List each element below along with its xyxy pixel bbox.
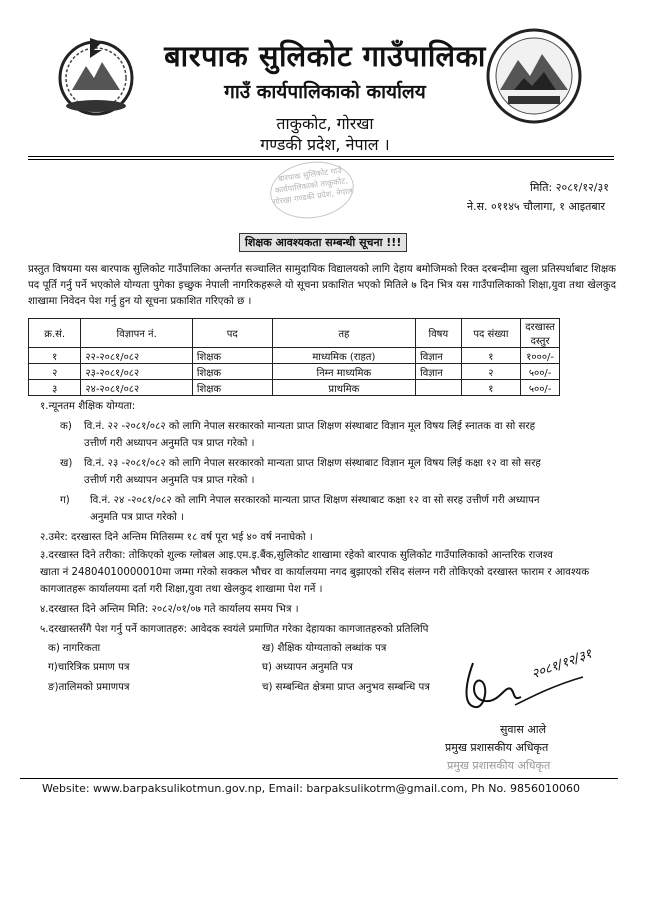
address-line-2: गण्डकी प्रदेश, नेपाल ।: [260, 135, 390, 154]
col-fee: दरखास्त दस्तुर: [521, 319, 560, 348]
col-level: तह: [272, 319, 416, 348]
cell-fee: ५००/-: [521, 364, 560, 380]
cell-advertisement-no: २३-२०८१/०८२: [81, 364, 192, 380]
cell-post-count: १: [461, 348, 521, 364]
cell-subject: विज्ञान: [416, 348, 461, 364]
cell-post: शिक्षक: [192, 380, 272, 396]
document-item: च) सम्बन्धित क्षेत्रमा प्राप्त अनुभव सम्बन्धि पत्र: [262, 682, 430, 693]
cell-subject: [416, 380, 461, 396]
date-line: मिति: २०८१/१२/३१: [530, 181, 609, 194]
deadline: ४.दरखास्त दिने अन्तिम मिति: २०८२/०१/०७ गते कार्यालय समय भित्र ।: [40, 604, 299, 615]
cell-serial: १: [29, 348, 81, 364]
application-method-line1: ३.दरखास्त दिने तरीका: तोकिएको शुल्क ग्लोबल आइ.एम.इ.बैंक,सुलिकोट शाखामा रहेको बारपाक सुलिकोट गाउँपालिकाको आन्तरिक राजश्व: [40, 550, 553, 561]
application-method-line2: खाता नं 24804010000010मा जम्मा गरेको सक्कल भौचर वा कार्यालयमा नगद बुझाएको रसिद संलग्न गरी तोकिएको दरखास्त फाराम र आवश्यक: [40, 567, 590, 578]
document-item: ङ)तालिमको प्रमाणपत्र: [48, 682, 130, 693]
cell-post-count: १: [461, 380, 521, 396]
col-subject: विषय: [416, 319, 461, 348]
cell-subject: विज्ञान: [416, 364, 461, 380]
col-serial: क्र.सं.: [29, 319, 81, 348]
qualification-a-line1: वि.नं. २२ -२०८१/०८२ को लागि नेपाल सरकारको मान्यता प्राप्त शिक्षण संस्थाबाट विज्ञान मूल विषय लिई स्नातक वा सो सरह: [84, 421, 535, 432]
qualification-b-line2: उत्तीर्ण गरी अध्यापन अनुमति पत्र प्राप्त गरेको ।: [84, 475, 255, 486]
nepal-government-emblem: [50, 28, 142, 120]
address-line-1: ताकुकोट, गोरखा: [276, 114, 374, 133]
col-post-count: पद संख्या: [461, 319, 521, 348]
cell-post: शिक्षक: [192, 348, 272, 364]
vacancy-table: [28, 318, 560, 396]
cell-fee: ५००/-: [521, 380, 560, 396]
table-row: [29, 348, 560, 364]
qualification-label-c: ग): [60, 495, 70, 506]
cell-serial: ३: [29, 380, 81, 396]
cell-post: शिक्षक: [192, 364, 272, 380]
documents-heading: ५.दरखास्तसँगै पेश गर्नु पर्ने कागजातहरु: आवेदक स्वयंले प्रमाणित गरेका देहायका कागजातहरुको प्रतिलिपि: [40, 624, 429, 635]
qualification-label-b: ख): [60, 458, 73, 469]
header-rule-top: [28, 156, 614, 157]
table-row: [29, 380, 560, 396]
footer-contact: Website: www.barpaksulikotmun.gov.np, Email: barpaksulikotrm@gmail.com, Ph No. 9856010060: [42, 782, 580, 795]
footer-rule: [20, 778, 618, 779]
qualification-b-line1: वि.नं. २३ -२०८१/०८२ को लागि नेपाल सरकारको मान्यता प्राप्त शिक्षण संस्थाबाट विज्ञान मूल विषय लिई कक्षा १२ वा सो सरह: [84, 458, 541, 469]
document-item: क) नागरिकता: [48, 643, 101, 654]
qualification-c-line2: अनुमति पत्र प्राप्त गरेको ।: [90, 512, 184, 523]
col-post: पद: [192, 319, 272, 348]
qualification-label-a: क): [60, 421, 72, 432]
application-method-line3: कागजातहरू कार्यालयमा दर्ता गरी शिक्षा,युवा तथा खेलकुद शाखामा पेश गर्ने ।: [40, 584, 323, 595]
cell-post-count: २: [461, 364, 521, 380]
reference-line: ने.स. ०११४५ चौलागा, १ आइतबार: [467, 200, 606, 213]
cell-level: माध्यमिक (राहत): [272, 348, 416, 364]
designation-stamp: प्रमुख प्रशासकीय अधिकृत: [447, 759, 551, 772]
intro-paragraph: प्रस्तुत विषयमा यस बारपाक सुलिकोट गाउँपालिका अन्तर्गत सञ्चालित सामुदायिक विद्यालयको लागि देहाय बमोजिमको रिक्त दरबन्दीमा खुला प्रतिस्पर्धाबाट शिक्षक पद पूर्ति गर्नु पर्ने भएकोले योग्यता पुगेका इच्छुक नेपाली नागरिकहरूले यो सूचना प्रकाशित भएको मितिले ७ दिन भित्र यस गाउँपालिकाको शिक्षा,युवा तथा खेलकुद शाखामा निवेदन पेश गर्नु हुन यो सूचना प्रकाशित गरिएको छ ।: [28, 264, 616, 307]
age-requirement: २.उमेर: दरखास्त दिने अन्तिम मितिसम्म १८ वर्ष पूरा भई ४० वर्ष ननाघेको ।: [40, 532, 313, 543]
col-advertisement-no: विज्ञापन नं.: [81, 319, 192, 348]
office-stamp: बारपाक सुलिकोट गाउँ कार्यपालिकाको ताकुकोट, गोरखा गण्डकी प्रदेश, नेपाल: [267, 156, 358, 223]
municipality-title: बारपाक सुलिकोट गाउँपालिका: [164, 39, 486, 73]
cell-fee: १०००/-: [521, 348, 560, 364]
signature-date: २०८१/१२/३१: [529, 646, 595, 683]
cell-level: प्राथमिक: [272, 380, 416, 396]
cell-serial: २: [29, 364, 81, 380]
document-item: ख) शैक्षिक योग्यताको लब्धांक पत्र: [262, 643, 387, 654]
cell-level: निम्न माध्यमिक: [272, 364, 416, 380]
qualification-a-line2: उत्तीर्ण गरी अध्यापन अनुमति पत्र प्राप्त गरेको ।: [84, 438, 255, 449]
qualification-heading: १.न्यूनतम शैक्षिक योग्यता:: [40, 401, 136, 412]
signatory-designation: प्रमुख प्रशासकीय अधिकृत: [445, 741, 549, 754]
signatory-name: सुवास आले: [500, 723, 547, 736]
qualification-c-line1: वि.नं. २४ -२०८१/०८२ को लागि नेपाल सरकारको मान्यता प्राप्त शिक्षण संस्थाबाट कक्षा १२ वा सो सरह उत्तीर्ण गरी अध्यापन: [90, 495, 540, 506]
document-item: घ) अध्यापन अनुमति पत्र: [262, 662, 353, 673]
cell-advertisement-no: २२-२०८१/०८२: [81, 348, 192, 364]
office-title: गाउँ कार्यपालिकाको कार्यालय: [224, 81, 426, 103]
table-header-row: [29, 319, 560, 348]
table-row: [29, 364, 560, 380]
cell-advertisement-no: २४-२०८१/०८२: [81, 380, 192, 396]
document-item: ग)चारित्रिक प्रमाण पत्र: [48, 662, 130, 673]
notice-subject: शिक्षक आवश्यकता सम्बन्धी सूचना !!!: [239, 233, 407, 252]
header-rule-bottom: [28, 159, 614, 160]
